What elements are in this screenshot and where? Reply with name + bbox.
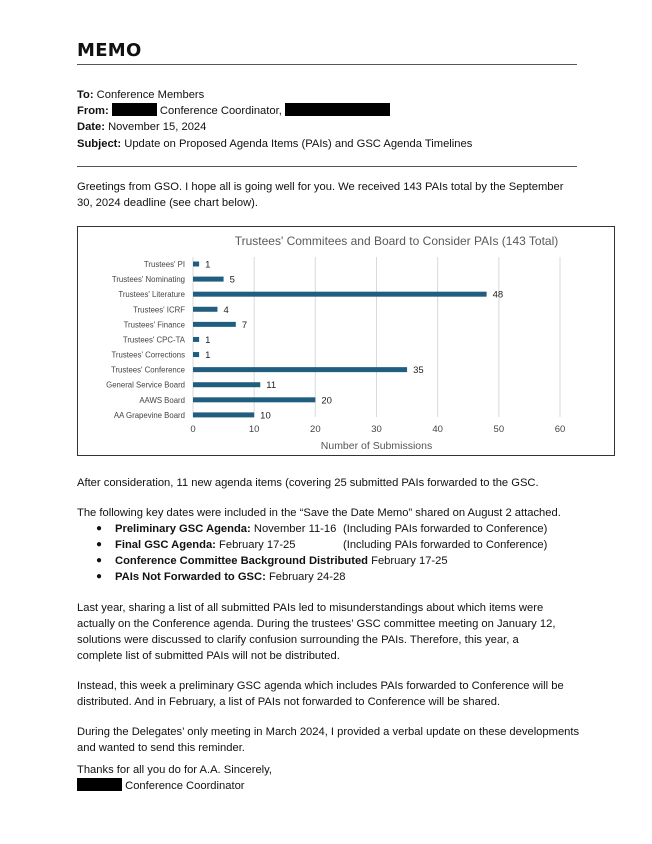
bullet-bold-label: Preliminary GSC Agenda:: [115, 523, 251, 535]
subject-label: Subject:: [77, 138, 122, 150]
redaction-block: [285, 103, 390, 116]
from-line: [77, 103, 577, 119]
text-line: distributed. And in February, a list of PAIs not forwarded to Conference will be shared.: [77, 696, 501, 708]
data-label: 5: [229, 274, 235, 286]
data-label: 35: [413, 365, 424, 377]
list-item: [93, 537, 548, 553]
bullet-text: February 24-28: [265, 571, 346, 583]
x-tick-label: 30: [371, 424, 382, 435]
bullet-text: February 17-25: [215, 539, 296, 551]
data-label: 20: [321, 395, 332, 407]
list-item: [93, 521, 548, 537]
date-label: Date:: [77, 121, 105, 133]
text-line: actually on the Conference agenda. During the trustees’ GSC committee meeting on January 12,: [77, 618, 556, 630]
signature-line: [77, 778, 582, 794]
bullet-note: (Including PAIs forwarded to Conference): [343, 539, 548, 551]
y-category-label: Trustees' Nominating: [111, 275, 185, 285]
y-category-label: AA Grapevine Board: [113, 410, 185, 420]
paragraph-key-dates: The following key dates were included in the “Save the Date Memo” shared on August 2 attached.: [77, 507, 561, 519]
x-tick-label: 0: [190, 424, 196, 435]
date-value: November 15, 2024: [108, 121, 207, 133]
from-label: From:: [77, 105, 109, 117]
bar: [193, 277, 224, 282]
bullet-bold-label: PAIs Not Forwarded to GSC:: [115, 571, 266, 583]
bullet-icon: ●: [96, 523, 103, 534]
y-category-label: Trustees' Finance: [123, 320, 185, 330]
bullet-icon: ●: [96, 555, 103, 566]
bullet-icon: ●: [96, 571, 103, 582]
bullet-note: (Including PAIs forwarded to Conference): [343, 523, 548, 535]
y-category-label: Trustees' Conference: [110, 365, 185, 375]
text-line: Instead, this week a preliminary GSC agenda which includes PAIs forwarded to Conference will be: [77, 680, 564, 692]
list-item: [93, 569, 448, 585]
y-category-label: Trustees' Corrections: [111, 350, 185, 360]
y-category-label: General Service Board: [106, 380, 185, 390]
text-line: During the Delegates’ only meeting in March 2024, I provided a verbal update on these developments: [77, 726, 580, 738]
bar: [193, 262, 199, 267]
redaction-block: [77, 778, 122, 791]
y-category-label: Trustees' PI: [143, 260, 185, 269]
to-line: [77, 87, 577, 103]
bar: [193, 397, 315, 402]
y-category-label: AAWS Board: [139, 395, 185, 405]
data-label: 4: [223, 304, 229, 316]
y-category-label: Trustees' Literature: [118, 290, 185, 300]
y-category-label: Trustees' CPC-TA: [122, 335, 185, 345]
data-label: 10: [260, 410, 271, 422]
text-line: 30, 2024 deadline (see chart below).: [77, 197, 258, 209]
data-label: 48: [492, 289, 504, 301]
chart-title: Trustees' Commitees and Board to Consider PAIs (143 Total): [234, 234, 559, 248]
data-label: 1: [205, 334, 211, 346]
bar: [193, 352, 199, 357]
x-axis-label: Number of Submissions: [320, 440, 433, 452]
text-line: complete list of submitted PAIs will not be distributed.: [77, 650, 340, 662]
text-line: Last year, sharing a list of all submitted PAIs led to misunderstandings about which items were: [77, 602, 544, 614]
bar-chart: [77, 226, 615, 456]
bullet-bold-label: Final GSC Agenda:: [115, 539, 216, 551]
paragraph-instead: [77, 678, 582, 710]
data-label: 1: [205, 259, 211, 271]
data-label: 7: [241, 319, 248, 331]
paragraph-delegates: [77, 724, 582, 756]
memo-title: MEMO: [77, 40, 142, 61]
bar: [193, 412, 254, 417]
x-tick-label: 40: [432, 424, 443, 435]
paragraph-consideration: After consideration, 11 new agenda items (covering 25 submitted PAIs forwarded to the GSC.: [77, 477, 539, 489]
x-tick-label: 10: [248, 424, 260, 435]
subject-line: [77, 136, 577, 152]
paragraph-last-year: [77, 600, 582, 664]
to-value: Conference Members: [96, 89, 205, 101]
signature-title: Conference Coordinator: [125, 780, 245, 792]
x-tick-label: 20: [310, 424, 321, 435]
bar: [193, 292, 487, 297]
text-line: solutions were discussed to clarify confusion surrounding the PAIs. Therefore, this year, a: [77, 634, 519, 646]
data-label: 1: [205, 350, 211, 362]
bar: [193, 322, 236, 327]
bullet-icon: ●: [96, 539, 103, 550]
bar: [193, 307, 217, 312]
x-tick-label: 50: [493, 424, 505, 435]
text-line: and wanted to send this reminder.: [77, 742, 245, 754]
text-line: Greetings from GSO. I hope all is going well for you. We received 143 PAIs total by the September: [77, 181, 564, 193]
bullet-text: November 11-16: [250, 523, 337, 535]
to-label: To:: [77, 89, 94, 101]
bar: [193, 337, 199, 342]
bar: [193, 367, 407, 372]
header-divider: [77, 64, 577, 65]
bar: [193, 382, 260, 387]
data-label: 11: [266, 380, 277, 392]
y-category-label: Trustees' ICRF: [133, 305, 185, 315]
subject-value: Update on Proposed Agenda Items (PAIs) and GSC Agenda Timelines: [124, 138, 473, 150]
key-dates-list: [93, 521, 548, 585]
bullet-text: February 17-25: [368, 555, 448, 567]
list-item: [93, 553, 448, 569]
section-divider: [77, 166, 577, 167]
closing: Thanks for all you do for A.A. Sincerely,: [77, 764, 273, 776]
chart-canvas: [78, 227, 616, 457]
date-line: [77, 119, 577, 135]
from-value: Conference Coordinator,: [159, 105, 282, 117]
bullet-bold-label: Conference Committee Background Distributed: [115, 555, 368, 567]
redaction-block: [112, 103, 157, 116]
paragraph-greeting: [77, 179, 582, 211]
x-tick-label: 60: [554, 424, 566, 435]
